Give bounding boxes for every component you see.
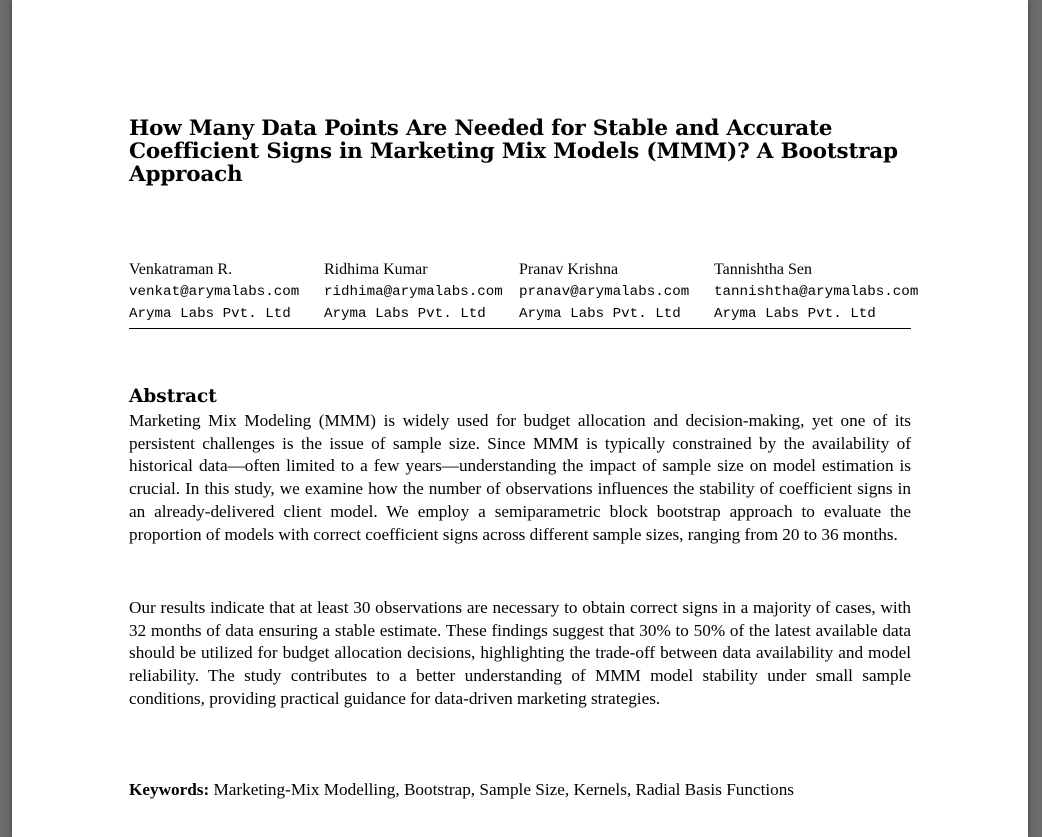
author-email: tannishtha@arymalabs.com xyxy=(714,284,919,300)
author-block xyxy=(129,260,919,329)
paper-title: How Many Data Points Are Needed for Stable and Accurate Coefficient Signs in Marketing Mix Models (MMM)? A Bootstrap Approach xyxy=(129,116,898,187)
author-4 xyxy=(714,260,918,325)
abstract-heading: Abstract xyxy=(129,386,217,407)
document-page xyxy=(12,0,1028,837)
author-name: Pranav Krishna xyxy=(519,261,619,278)
author-email: venkat@arymalabs.com xyxy=(129,284,300,300)
author-name: Tannishtha Sen xyxy=(714,261,812,278)
author-email: ridhima@arymalabs.com xyxy=(324,284,503,300)
author-email: pranav@arymalabs.com xyxy=(519,284,690,300)
author-affiliation: Aryma Labs Pvt. Ltd xyxy=(714,306,876,322)
author-1 xyxy=(129,260,299,325)
author-affiliation: Aryma Labs Pvt. Ltd xyxy=(324,306,486,322)
author-name: Venkatraman R. xyxy=(129,261,233,278)
abstract-paragraph-1: Marketing Mix Modeling (MMM) is widely used for budget allocation and decision-making, yet one of its persistent challenges is the issue of sample size. Since MMM is typically constrained by the availability of historical data—often limited to a few years—understanding the impact of sample size on model estimation is crucial. In this study, we examine how the number of observations influences the stability of coefficient signs in an already-delivered client model. We employ a semiparametric block bootstrap approach to evaluate the proportion of models with correct coefficient signs across different sample sizes, ranging from 20 to 36 months. xyxy=(129,411,911,544)
author-name: Ridhima Kumar xyxy=(324,261,428,278)
author-2 xyxy=(324,260,503,325)
author-affiliation: Aryma Labs Pvt. Ltd xyxy=(129,306,291,322)
keywords-label: Keywords: xyxy=(129,780,210,799)
keywords-text: Marketing-Mix Modelling, Bootstrap, Sample Size, Kernels, Radial Basis Functions xyxy=(213,780,794,799)
abstract-paragraph-2: Our results indicate that at least 30 observations are necessary to obtain correct signs in a majority of cases, with 32 months of data ensuring a stable estimate. These findings suggest that 30% to 50% of the latest available data should be utilized for budget allocation decisions, highlighting the trade-off between data availability and model reliability. The study contributes to a better understanding of MMM model stability under small sample conditions, providing practical guidance for data-driven marketing strategies. xyxy=(129,598,911,708)
author-affiliation: Aryma Labs Pvt. Ltd xyxy=(519,306,681,322)
keywords-line xyxy=(129,779,929,801)
author-3 xyxy=(519,260,689,325)
